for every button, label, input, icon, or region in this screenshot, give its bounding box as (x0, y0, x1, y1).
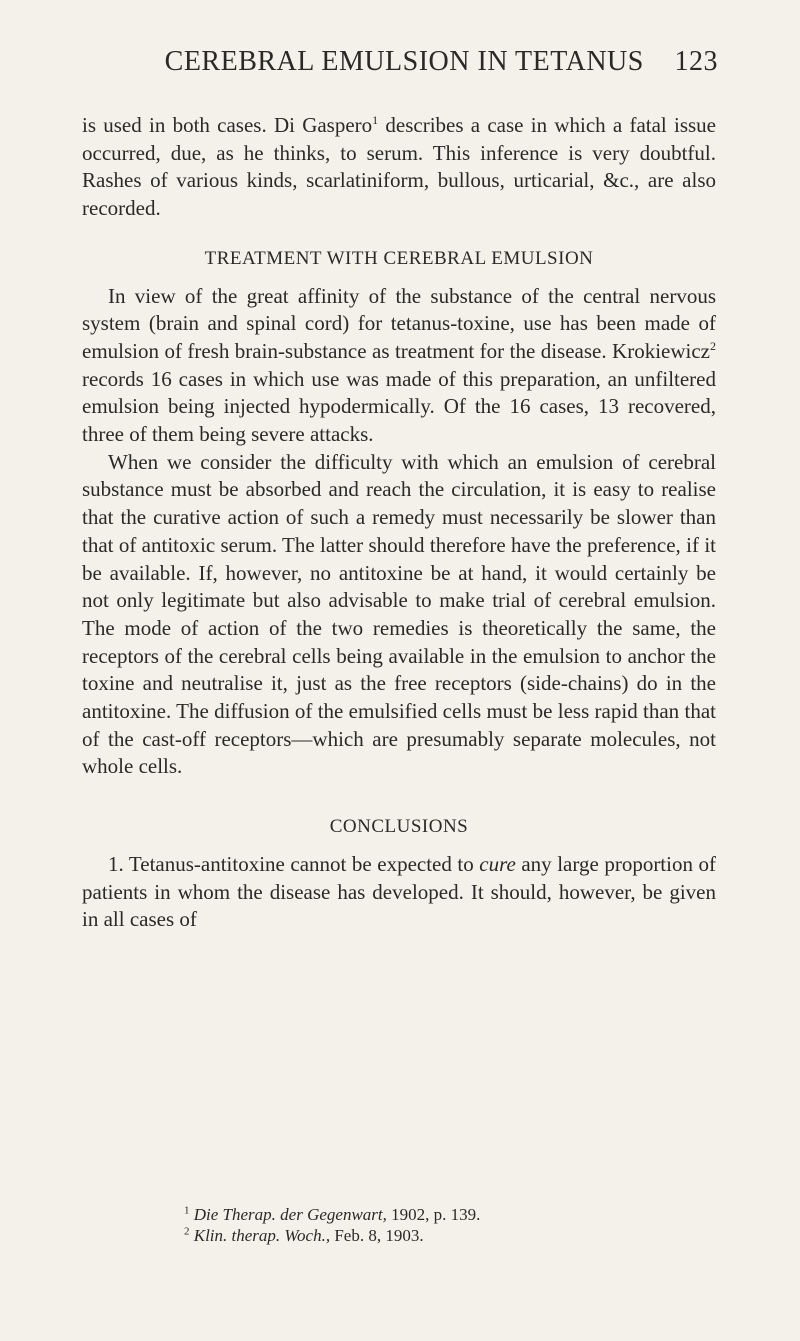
footnote-1: $^1$ Die Therap. der Gegenwart, 1902, p. 139. (184, 1204, 481, 1224)
footnote-ref-1: 1 (372, 113, 379, 127)
footnotes (82, 1204, 716, 1246)
paragraph-3: When we consider the difficulty with which an emulsion of cerebral substance must be absorbed and reach the circulation, it is easy to realise that the curative action of such a remedy must necessarily be slower than that of antitoxic serum. The latter should therefore have the preference, if it be available. If, however, no antitoxine be at hand, it would certainly be not only legitimate but also advisable to make trial of cerebral emulsion. The mode of action of the two remedies is theoretically the same, the receptors of the cerebral cells being available in the emulsion to anchor the toxine and neutralise it, just as the free receptors (side-chains) do in the antitoxine. The diffusion of the emulsified cells must be less rapid than that of the cast-off receptors—which are presumably separate molecules, not whole cells. (82, 449, 716, 779)
conclusion-1: 1. Tetanus-antitoxine cannot be expected to cure any large proportion of patients in whom the disease has developed. It should, however, be given in all cases of (82, 851, 716, 932)
body-text (82, 112, 716, 934)
paragraph-1: is used in both cases. Di Gaspero$^1$ describes a case in which a fatal issue occurred, due, as he thinks, to serum. This inference is very doubtful. Rashes of various kinds, scarlatiniform, bullous, urticarial, &c., are also recorded. (82, 113, 716, 221)
paragraph-2: In view of the great affinity of the substance of the central nervous system (brain and spinal cord) for tetanus-toxine, use has been made of emulsion of fresh brain-substance as treatment for the disease. Krokiewicz$^2$ records 16 cases in which use was made of this preparation, an unfiltered emulsion being injected hypodermically. Of the 16 cases, 13 recovered, three of them being severe attacks. (82, 283, 716, 447)
running-title: CEREBRAL EMULSION IN TETANUS (164, 46, 644, 77)
footnote-2: $^2$ Klin. therap. Woch., Feb. 8, 1903. (184, 1225, 424, 1245)
page-number: 123 (674, 46, 718, 77)
footnote-ref-2: 2 (710, 338, 716, 353)
section-heading-treatment: TREATMENT WITH CEREBRAL EMULSION (204, 247, 594, 269)
section-heading-conclusions: CONCLUSIONS (329, 816, 469, 838)
running-head (82, 46, 718, 78)
